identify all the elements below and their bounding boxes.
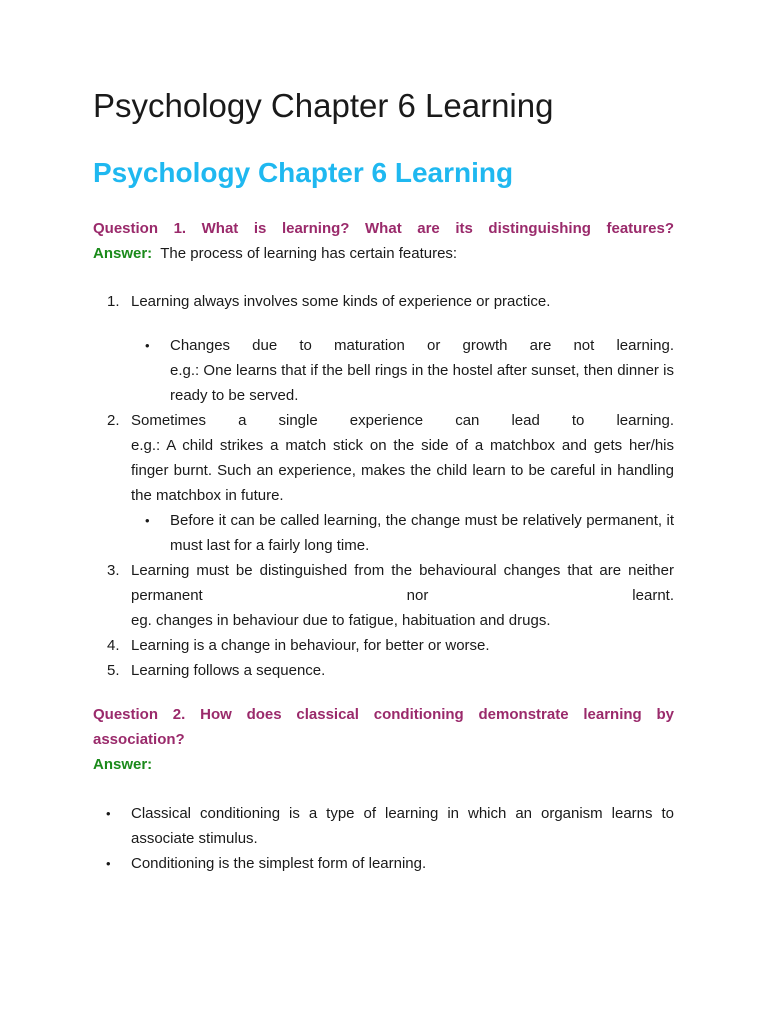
features-list: [93, 289, 674, 314]
answer-2-label: Answer:: [93, 756, 153, 773]
list-item-text: Learning always involves some kinds of experience or practice.: [131, 293, 551, 310]
list-number: 5.: [107, 662, 120, 679]
list-item: [93, 801, 674, 851]
list-item: [93, 333, 674, 408]
list-item: [93, 633, 674, 658]
answer-2-line: [93, 752, 674, 777]
list-item-text: Conditioning is the simplest form of learning.: [131, 855, 427, 872]
answer-1-text: The process of learning has certain features:: [160, 245, 458, 262]
list-number: 4.: [107, 637, 120, 654]
question-1: Question 1. What is learning? What are its distinguishing features?: [93, 220, 674, 237]
list-item-text-rest: e.g.: A child strikes a match stick on the side of a matchbox and gets her/his finger burnt. Such an experience, makes the child learn to be careful in handling the matchbox in future.: [131, 437, 674, 504]
list-item-text: Before it can be called learning, the change must be relatively permanent, it must last for a fairly long time.: [170, 512, 674, 554]
question-2-block: [93, 702, 674, 777]
list-item-text: Learning is a change in behaviour, for better or worse.: [131, 637, 490, 654]
section-heading: Psychology Chapter 6 Learning: [93, 157, 514, 188]
bullet-icon: •: [145, 513, 150, 528]
list-item-text-line1: Changes due to maturation or growth are not learning.: [170, 337, 674, 354]
classical-conditioning-list: [93, 801, 674, 876]
list-item: [93, 658, 674, 683]
list-item: [93, 289, 674, 314]
answer-1-line: [93, 241, 674, 266]
list-item: [93, 408, 674, 508]
list-number: 3.: [107, 562, 120, 579]
document-title: Psychology Chapter 6 Learning: [93, 87, 554, 124]
list-item-text-rest: eg. changes in behaviour due to fatigue, habituation and drugs.: [131, 612, 551, 629]
list-item: [93, 508, 674, 558]
list-item-text-line2: permanent nor learnt.: [131, 587, 674, 604]
list-item-text-rest: e.g.: One learns that if the bell rings in the hostel after sunset, then dinner is ready to be served.: [170, 362, 674, 404]
features-list-2: [93, 408, 674, 683]
answer-1-label: Answer:: [93, 245, 153, 262]
list-item-text: Classical conditioning is a type of learning in which an organism learns to associate stimulus.: [131, 805, 674, 847]
bullet-icon: •: [106, 856, 111, 871]
list-number: 2.: [107, 412, 120, 429]
list-item: [93, 558, 674, 633]
features-sublist-1: [93, 333, 674, 408]
question-1-block: [93, 216, 674, 266]
question-2: Question 2. How does classical conditioning demonstrate learning by association?: [93, 706, 674, 748]
list-item-text: Learning must be distinguished from the behavioural changes that are neither: [131, 562, 674, 579]
bullet-icon: •: [145, 338, 150, 353]
list-number: 1.: [107, 293, 120, 310]
list-item-text-line1: Sometimes a single experience can lead to learning.: [131, 412, 674, 429]
bullet-icon: •: [106, 806, 111, 821]
list-item: [93, 851, 674, 876]
list-item-text: Learning follows a sequence.: [131, 662, 326, 679]
